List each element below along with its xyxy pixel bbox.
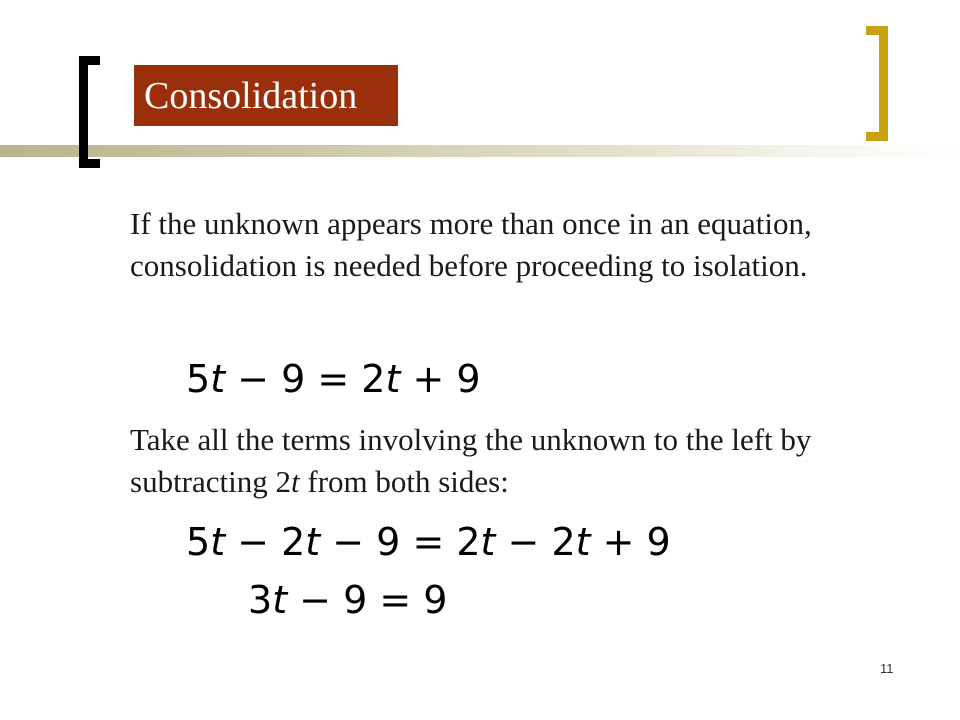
equation-term: 5: [186, 520, 211, 564]
instruction-text-start: Take all the terms involving the unknown to the left by subtracting: [130, 422, 812, 499]
equation-term: + 9: [590, 520, 671, 564]
equation-term: 5: [186, 357, 211, 401]
instruction-paragraph: [130, 419, 850, 503]
equation-variable: t: [575, 520, 591, 564]
instruction-variable-letter: t: [291, 464, 300, 499]
equation-original: [186, 357, 481, 401]
equation-term: 3: [248, 578, 273, 622]
slide-title: Consolidation: [144, 74, 358, 117]
header-divider-line: [0, 145, 960, 157]
equation-variable: t: [385, 357, 401, 401]
equation-term: − 9 = 2: [225, 357, 386, 401]
left-bracket-decoration: [79, 56, 100, 168]
equation-variable: t: [480, 520, 496, 564]
equation-variable: t: [210, 357, 226, 401]
instruction-variable: 2t: [275, 464, 300, 499]
instruction-text-end: from both sides:: [299, 464, 509, 499]
right-bracket-decoration: [866, 26, 888, 141]
equation-term: − 2: [495, 520, 576, 564]
equation-variable: t: [272, 578, 288, 622]
equation-variable: t: [305, 520, 321, 564]
page-number: 11: [880, 661, 894, 676]
equation-term: − 9 = 2: [320, 520, 481, 564]
equation-variable: t: [210, 520, 226, 564]
equation-subtracted: [186, 520, 671, 564]
title-banner: [134, 65, 398, 126]
equation-term: − 9 = 9: [287, 578, 448, 622]
equation-term: + 9: [400, 357, 481, 401]
equation-term: − 2: [225, 520, 306, 564]
intro-paragraph: If the unknown appears more than once in an equation, consolidation is needed before proceeding to isolation.: [130, 206, 812, 283]
equation-consolidated: [248, 578, 448, 622]
